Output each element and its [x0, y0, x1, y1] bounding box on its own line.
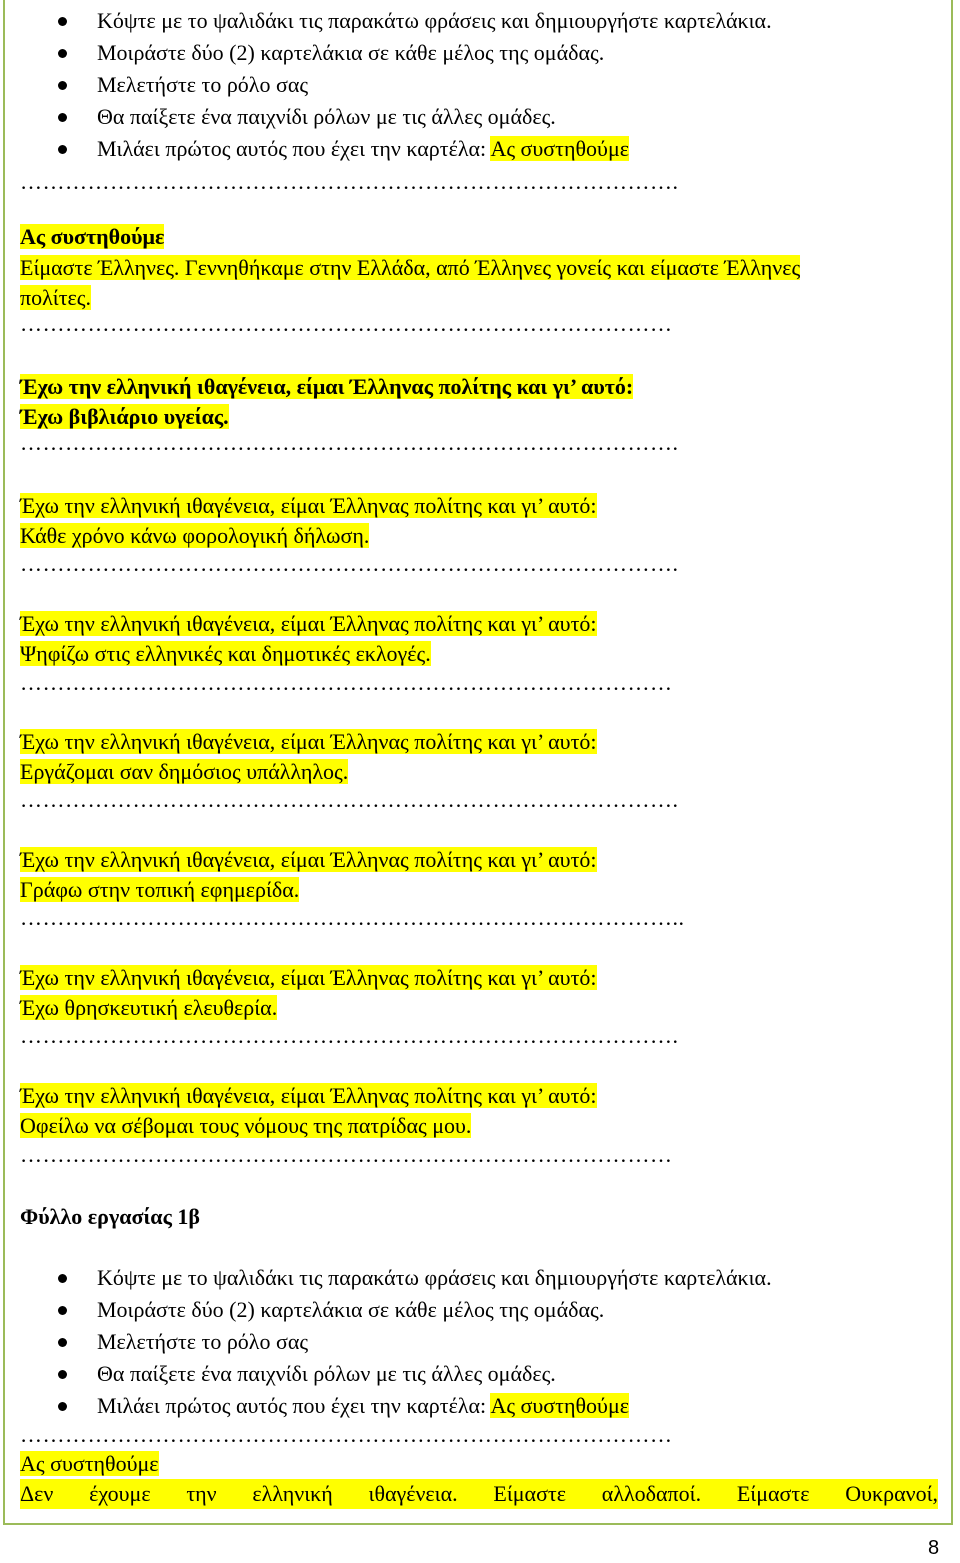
dotted-separator: ……………………………………………………………………………: [20, 1422, 673, 1447]
card-title: Ας συστηθούμε: [20, 1451, 159, 1476]
card-text: Έχω θρησκευτική ελευθερία.: [20, 995, 278, 1020]
card-text: Εργάζομαι σαν δημόσιος υπάλληλος.: [20, 759, 349, 784]
card-text: Κάθε χρόνο κάνω φορολογική δήλωση.: [20, 523, 370, 548]
bullet-icon: [58, 113, 67, 122]
bullet-icon: [58, 1338, 67, 1347]
bullet-icon: [58, 81, 67, 90]
dotted-separator: ……………………………………………………………………………: [20, 670, 673, 695]
dotted-separator: …………………………………………………………………………….: [20, 430, 679, 455]
instruction-item: [97, 1391, 629, 1421]
card-text: Γράφω στην τοπική εφημερίδα.: [20, 877, 300, 902]
highlighted-card-name: Ας συστηθούμε: [490, 136, 629, 161]
dotted-separator: ……………………………………………………………………………..: [20, 905, 685, 930]
bullet-icon: [58, 1306, 67, 1315]
card-title: Ας συστηθούμε: [20, 224, 165, 249]
instruction-item: Θα παίξετε ένα παιχνίδι ρόλων με τις άλλες ομάδες.: [97, 1361, 556, 1386]
bullet-icon: [58, 145, 67, 154]
instruction-text: Μιλάει πρώτος αυτός που έχει την καρτέλα:: [97, 136, 491, 161]
card-text: Έχω βιβλιάριο υγείας.: [20, 404, 229, 429]
card-text: Έχω την ελληνική ιθαγένεια, είμαι Έλληνας πολίτης και γι’ αυτό:: [20, 847, 597, 872]
dotted-separator: ……………………………………………………………………………: [20, 311, 673, 336]
card-text: Έχω την ελληνική ιθαγένεια, είμαι Έλληνας πολίτης και γι’ αυτό:: [20, 1083, 597, 1108]
card-text: Ψηφίζω στις ελληνικές και δημοτικές εκλογές.: [20, 641, 431, 666]
bullet-icon: [58, 1274, 67, 1283]
instruction-item: Θα παίξετε ένα παιχνίδι ρόλων με τις άλλες ομάδες.: [97, 104, 556, 129]
card-text: Έχω την ελληνική ιθαγένεια, είμαι Έλληνας πολίτης και γι’ αυτό:: [20, 729, 597, 754]
bullet-icon: [58, 49, 67, 58]
bullet-icon: [58, 17, 67, 26]
card-text: πολίτες.: [20, 285, 91, 310]
card-text: Έχω την ελληνική ιθαγένεια, είμαι Έλληνας πολίτης και γι’ αυτό:: [20, 493, 597, 518]
instruction-item: Κόψτε με το ψαλιδάκι τις παρακάτω φράσεις και δημιουργήστε καρτελάκια.: [97, 8, 772, 33]
instruction-item: Κόψτε με το ψαλιδάκι τις παρακάτω φράσεις και δημιουργήστε καρτελάκια.: [97, 1265, 772, 1290]
instruction-item: Μελετήστε το ρόλο σας: [97, 1329, 309, 1354]
card-text: Έχω την ελληνική ιθαγένεια, είμαι Έλληνας πολίτης και γι’ αυτό:: [20, 611, 597, 636]
dotted-separator: …………………………………………………………………………….: [20, 1023, 679, 1048]
instruction-item: Μελετήστε το ρόλο σας: [97, 72, 309, 97]
card-text: Έχω την ελληνική ιθαγένεια, είμαι Έλληνας πολίτης και γι’ αυτό:: [20, 965, 597, 990]
instruction-text: Μιλάει πρώτος αυτός που έχει την καρτέλα:: [97, 1393, 491, 1418]
worksheet-title: Φύλλο εργασίας 1β: [20, 1204, 200, 1229]
dotted-separator: ……………………………………………………………………………: [20, 1142, 673, 1167]
instruction-item: Μοιράστε δύο (2) καρτελάκια σε κάθε μέλος της ομάδας.: [97, 40, 605, 65]
page-number: 8: [928, 1537, 940, 1559]
dotted-separator: …………………………………………………………………………….: [20, 787, 679, 812]
card-text: Είμαστε Έλληνες. Γεννηθήκαμε στην Ελλάδα, από Έλληνες γονείς και είμαστε Έλληνες: [20, 255, 801, 280]
highlighted-card-name: Ας συστηθούμε: [490, 1393, 629, 1418]
card-text: Έχω την ελληνική ιθαγένεια, είμαι Έλληνας πολίτης και γι’ αυτό:: [20, 374, 634, 399]
instruction-item: [97, 134, 629, 164]
instruction-item: Μοιράστε δύο (2) καρτελάκια σε κάθε μέλος της ομάδας.: [97, 1297, 605, 1322]
bullet-icon: [58, 1402, 67, 1411]
card-text: Οφείλω να σέβομαι τους νόμους της πατρίδας μου.: [20, 1113, 472, 1138]
dotted-separator: …………………………………………………………………………….: [20, 169, 679, 194]
dotted-separator: …………………………………………………………………………….: [20, 551, 679, 576]
card-text: Δεν έχουμε την ελληνική ιθαγένεια. Είμαστε αλλοδαποί. Είμαστε Ουκρανοί,: [20, 1479, 938, 1509]
bullet-icon: [58, 1370, 67, 1379]
